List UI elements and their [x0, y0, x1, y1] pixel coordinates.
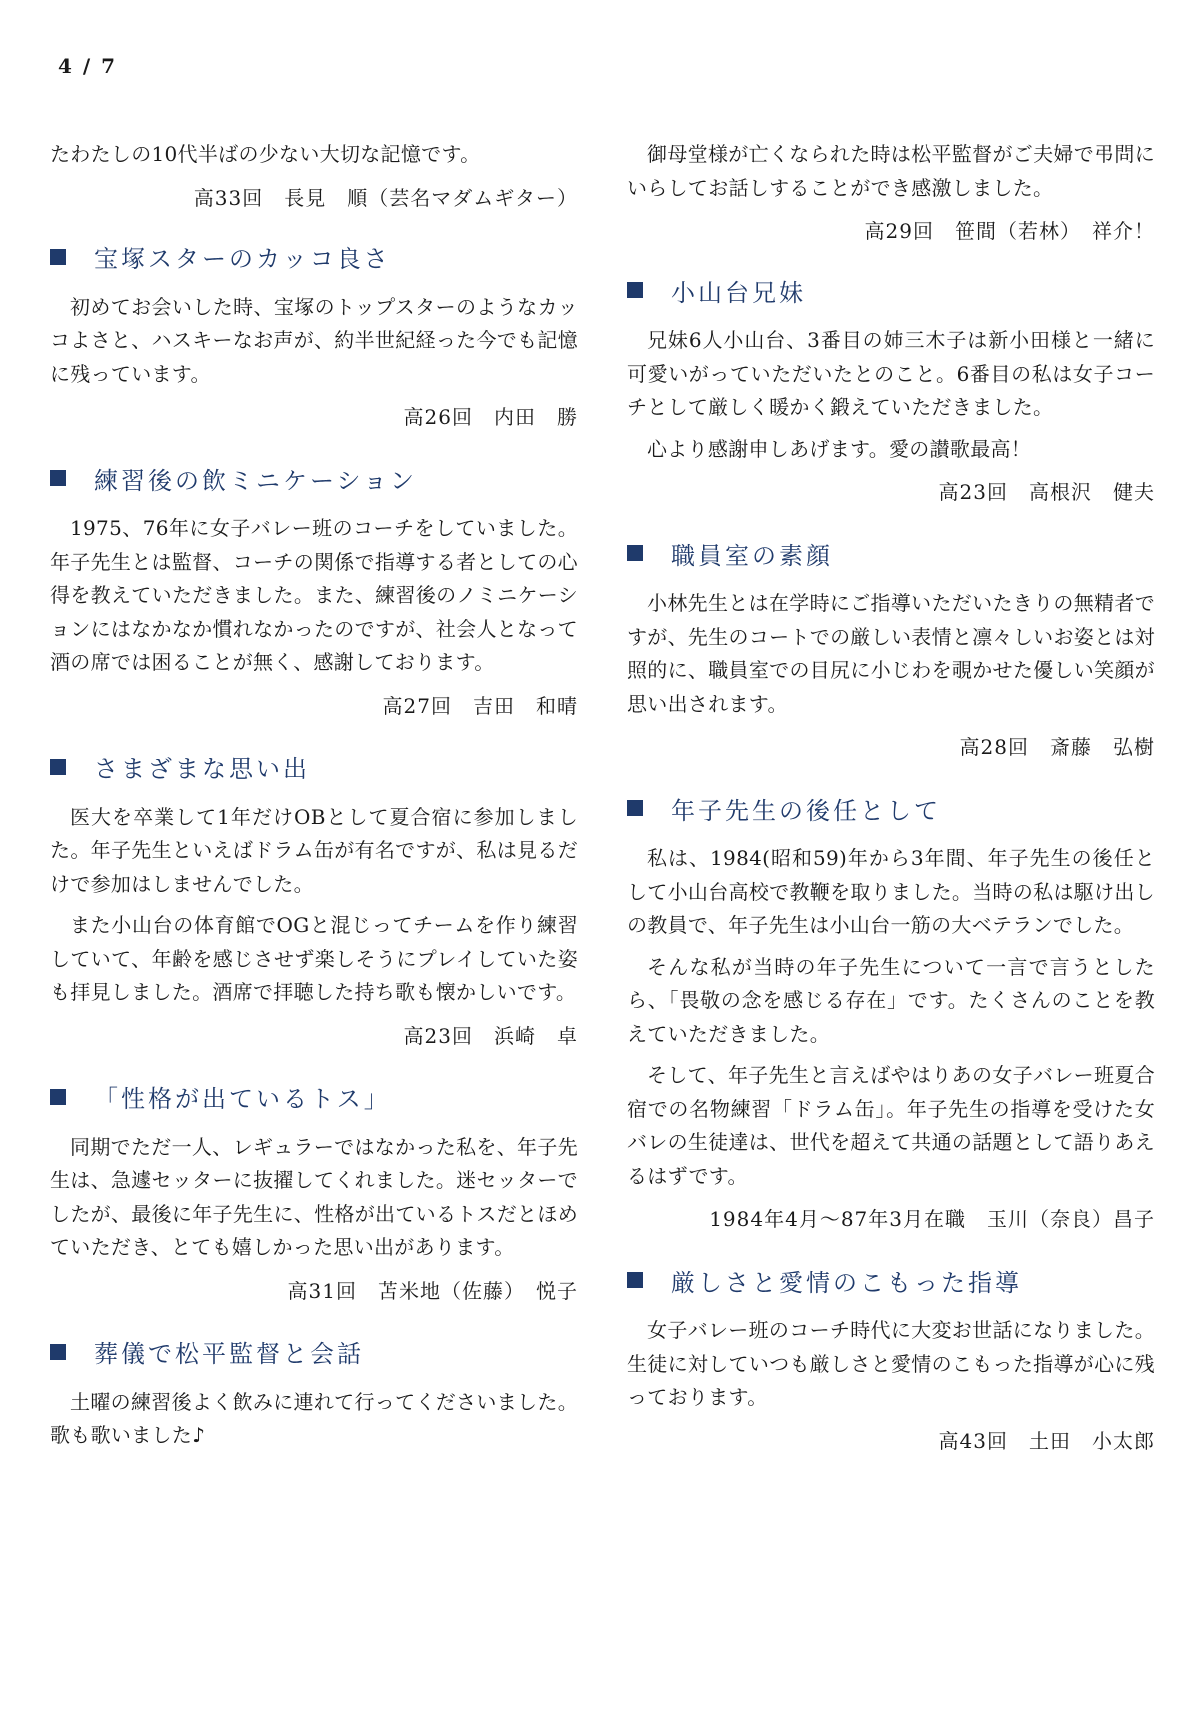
intro-text: 御母堂様が亡くなられた時は松平監督がご夫婦で弔問にいらしてお話しすることができ感激しました。 [627, 142, 1155, 200]
section-title: 葬儀で松平監督と会話 [94, 1340, 364, 1368]
paragraph: 女子バレー班のコーチ時代に大変お世話になりました。生徒に対していつも厳しさと愛情のこもった指導が心に残っております。 [627, 1318, 1155, 1409]
signature: 高26回 内田 勝 [403, 405, 578, 429]
paragraph: 医大を卒業して1年だけOBとして夏合宿に参加しました。年子先生といえばドラム缶が有名ですが、私は見るだけで参加はしませんでした。 [50, 804, 578, 896]
signature: 高27回 吉田 和晴 [382, 693, 578, 718]
section-heading [50, 1081, 578, 1113]
paragraph: 土曜の練習後よく飲みに連れて行ってくださいました。歌も歌いました♪ [50, 1389, 578, 1447]
section [627, 1264, 1155, 1458]
section-heading [50, 462, 578, 494]
paragraph: 小林先生とは在学時にご指導いただいたきりの無精者ですが、先生のコートでの厳しい表情と凛々しいお姿とは対照的に、職員室での目尻に小じわを覗かせた優しい笑顔が思い出されます。 [627, 591, 1155, 716]
section-title: さまざまな思い出 [94, 755, 310, 783]
section-title: 年子先生の後任として [671, 796, 941, 825]
section [50, 1336, 578, 1453]
square-bullet-icon [627, 282, 643, 298]
signature: 1984年4月～87年3月在職 玉川（奈良）昌子 [709, 1207, 1155, 1231]
paragraph: 初めてお会いした時、宝塚のトップスターのようなカッコよさと、ハスキーなお声が、約半世紀経った今でも記憶に残っています。 [50, 294, 578, 386]
section [627, 274, 1155, 509]
paragraph: 同期でただ一人、レギュラーではなかった私を、年子先生は、急遽セッターに抜擢してくれました。迷セッターでしたが、最後に年子先生に、性格が出ているトスだとほめていただき、とても嬉しかった思い出があります。 [50, 1134, 578, 1259]
paragraph: そして、年子先生と言えばやはりあの女子バレー班夏合宿での名物練習「ドラム缶」。年子先生の指導を受けた女バレの生徒達は、世代を超えて共通の話題として語りあえるはずです。 [627, 1063, 1155, 1188]
signature: 高43回 土田 小太郎 [938, 1428, 1155, 1453]
signature: 高33回 長見 順（芸名マダムギター） [193, 185, 578, 210]
square-bullet-icon [50, 1089, 66, 1105]
paragraph: そんな私が当時の年子先生について一言で言うとしたら、「畏敬の念を感じる存在」です。たくさんのことを教えていただきました。 [627, 954, 1155, 1046]
section-heading [50, 1336, 578, 1368]
section-title: 小山台兄妹 [671, 278, 806, 307]
section-heading [627, 537, 1155, 569]
left-column [50, 138, 578, 1453]
square-bullet-icon [50, 1344, 66, 1360]
section-title: 職員室の素顔 [671, 541, 833, 570]
paragraph: 1975、76年に女子バレー班のコーチをしていました。年子先生とは監督、コーチの関係で指導する者としての心得を教えていただきました。また、練習後のノミニケーションにはなかなか慣れなかったのですが、社会人となって酒の席では困ることが無く、感謝しております。 [50, 516, 578, 674]
square-bullet-icon [50, 759, 66, 775]
section [627, 792, 1155, 1236]
section-title: 「性格が出ているトス」 [94, 1085, 391, 1113]
paragraph: また小山台の体育館でOGと混じってチームを作り練習していて、年齢を感じさせず楽しそうにプレイしていた姿も拝見しました。酒席で拝聴した持ち歌も懐かしいです。 [50, 913, 578, 1004]
section-title: 宝塚スターのカッコ良さ [94, 245, 391, 273]
square-bullet-icon [50, 470, 66, 486]
square-bullet-icon [627, 545, 643, 561]
signature: 高28回 斎藤 弘樹 [959, 735, 1155, 759]
section [50, 462, 578, 723]
section [50, 751, 578, 1053]
signature: 高23回 高根沢 健夫 [938, 480, 1155, 504]
square-bullet-icon [627, 1272, 643, 1288]
signature: 高31回 苫米地（佐藤） 悦子 [287, 1278, 578, 1303]
page-number: 4 / 7 [58, 54, 118, 78]
section-title: 練習後の飲ミニケーション [94, 466, 418, 495]
signature: 高23回 浜崎 卓 [403, 1023, 578, 1048]
section [50, 1081, 578, 1308]
section-title: 厳しさと愛情のこもった指導 [671, 1268, 1022, 1297]
section-heading [627, 792, 1155, 824]
paragraph: 私は、1984(昭和59)年から3年間、年子先生の後任として小山台高校で教鞭を取りました。当時の私は駆け出しの教員で、年子先生は小山台一筋の大ベテランでした。 [627, 846, 1155, 937]
section-heading [50, 751, 578, 783]
paragraph: 兄妹6人小山台、3番目の姉三木子は新小田様と一緒に可愛いがっていただいたとのこと。6番目の私は女子コーチとして厳しく暖かく鍛えていただきました。 [627, 328, 1155, 419]
section-heading [50, 241, 578, 273]
section [50, 241, 578, 435]
right-column [627, 138, 1155, 1458]
paragraph: 心より感謝申しあげます。愛の讃歌最高！ [647, 436, 1032, 461]
square-bullet-icon [627, 800, 643, 816]
section-heading [627, 1264, 1155, 1296]
section [627, 537, 1155, 764]
section-heading [627, 274, 1155, 306]
intro-text: たわたしの10代半ばの少ない大切な記憶です。 [50, 142, 481, 166]
signature: 高29回 笹間（若林） 祥介！ [864, 219, 1155, 243]
square-bullet-icon [50, 249, 66, 265]
